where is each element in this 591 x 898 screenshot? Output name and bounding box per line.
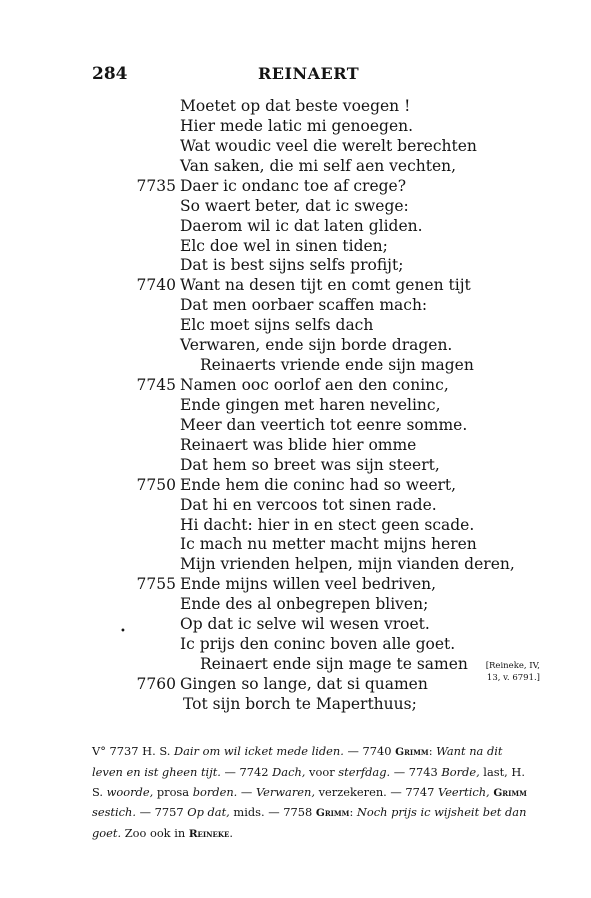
footnote-variant: Verwaren, <box>255 784 315 799</box>
verse-line: So waert beter, dat ic swege: <box>180 196 409 215</box>
verse-line: Gingen so lange, dat si quamen <box>180 674 428 693</box>
footnote-variant: Want na dit leven en ist gheen tijt. <box>92 744 503 779</box>
margin-note-line: 13, v. 6791.] <box>486 673 540 683</box>
footnote-text: — 7743 <box>390 764 442 779</box>
footnote-text: mids. — 7758 <box>229 805 316 820</box>
footnotes <box>92 742 532 845</box>
verse-line: Elc doe wel in sinen tiden; <box>180 236 388 255</box>
verse-line: Dat is best sijns selfs profijt; <box>180 256 404 275</box>
footnote-variant: Borde, <box>441 764 480 779</box>
footnote-author: Grimm <box>493 786 527 799</box>
verse-line: Ende gingen met haren nevelinc, <box>180 395 441 414</box>
verse-line: Ende des al onbegrepen bliven; <box>180 595 429 614</box>
footnote-text: prosa <box>153 784 193 799</box>
footnote-author: Grimm <box>315 807 350 820</box>
verse-line: Hi dacht: hier in en stect geen scade. <box>180 515 475 534</box>
verse-line: Dat hem so breet was sijn steert, <box>180 455 440 474</box>
verse-line: Namen ooc oorlof aen den coninc, <box>180 376 449 395</box>
verse-line: Op dat ic selve wil wesen vroet. <box>180 615 430 634</box>
page-number: 284 <box>92 64 128 84</box>
verse-line: Tot sijn borch te Maperthuus; <box>183 694 417 713</box>
verse-line: Ende mijns willen veel bedriven, <box>180 575 437 594</box>
verse-line: Verwaren, ende sijn borde dragen. <box>180 336 453 355</box>
verse-line: Ic mach nu metter macht mijns heren <box>180 535 477 554</box>
line-number: 7760 <box>136 674 176 693</box>
footnote-author: Grimm <box>395 746 429 758</box>
verse-line: Dat men oorbaer scaffen mach: <box>180 296 428 315</box>
verse-line: Want na desen tijt en comt genen tijt <box>180 276 471 295</box>
footnote-text: last, H. S. <box>92 764 525 799</box>
verse-line: Ende hem die coninc had so weert, <box>180 475 457 494</box>
verse-line: Moetet op dat beste voegen ! <box>180 97 411 115</box>
footnote-text: : <box>428 744 437 758</box>
verse-line: Reinaert was blide hier omme <box>180 435 417 454</box>
footnote-text: Zoo ook in <box>121 826 189 841</box>
footnote-text: voor <box>305 764 339 779</box>
footnote-variant: sestich. <box>92 805 136 820</box>
footnote-text: . <box>229 826 233 841</box>
verse-line: Reinaerts vriende ende sijn magen <box>200 356 474 375</box>
footnote-variant: woorde, <box>106 784 154 799</box>
footnote-text: V° 7737 H. S. <box>92 744 174 758</box>
footnote-text: — 7742 <box>220 764 273 779</box>
line-number: 7755 <box>136 575 176 594</box>
verse-line: Wat woudic veel die werelt berechten <box>180 136 477 155</box>
footnote-text: — 7740 <box>343 744 396 758</box>
footnote-text: : <box>349 805 357 820</box>
line-number: 7750 <box>136 475 176 494</box>
line-number: 7745 <box>136 376 176 395</box>
footnote-variant: borden. <box>192 784 238 799</box>
line-number: 7740 <box>136 276 176 295</box>
running-head: REINAERT <box>258 64 360 83</box>
verse-line: Daer ic ondanc toe af crege? <box>180 176 407 195</box>
verse-line: Hier mede latic mi genoegen. <box>180 116 414 135</box>
verse-line: Mijn vrienden helpen, mijn vianden deren, <box>180 555 515 574</box>
footnote-variant: sterfdag. <box>338 764 391 779</box>
footnote-variant: Noch prijs ic wijsheit bet dan goet. <box>92 805 527 841</box>
verse-line: Daerom wil ic dat laten gliden. <box>180 216 423 235</box>
verse-line: Van saken, die mi self aen vechten, <box>180 156 457 175</box>
footnote-text: — 7757 <box>136 805 188 820</box>
verse-line: Reinaert ende sijn mage te samen <box>200 655 468 674</box>
line-number: 7735 <box>136 176 176 195</box>
footnote-text: verzekeren. — 7747 <box>315 784 439 799</box>
verse-line: Elc moet sijns selfs dach <box>180 316 374 335</box>
margin-note <box>470 660 540 684</box>
footnote-text: — <box>237 784 256 799</box>
verse-line: Meer dan veertich tot eenre somme. <box>180 415 468 434</box>
margin-note-line: [Reineke, IV, <box>485 661 540 671</box>
footnote-variant: Dair om wil icket mede liden. <box>173 744 344 758</box>
footnote-variant: Dach, <box>272 764 306 779</box>
footnote-author: Reineke <box>188 828 230 841</box>
verse-line: Ic prijs den coninc boven alle goet. <box>180 635 456 654</box>
bullet-mark: • <box>120 626 126 637</box>
footnote-variant: Veertich, <box>438 784 490 799</box>
verse-line: Dat hi en vercoos tot sinen rade. <box>180 495 437 514</box>
footnote-variant: Op dat, <box>187 805 230 820</box>
